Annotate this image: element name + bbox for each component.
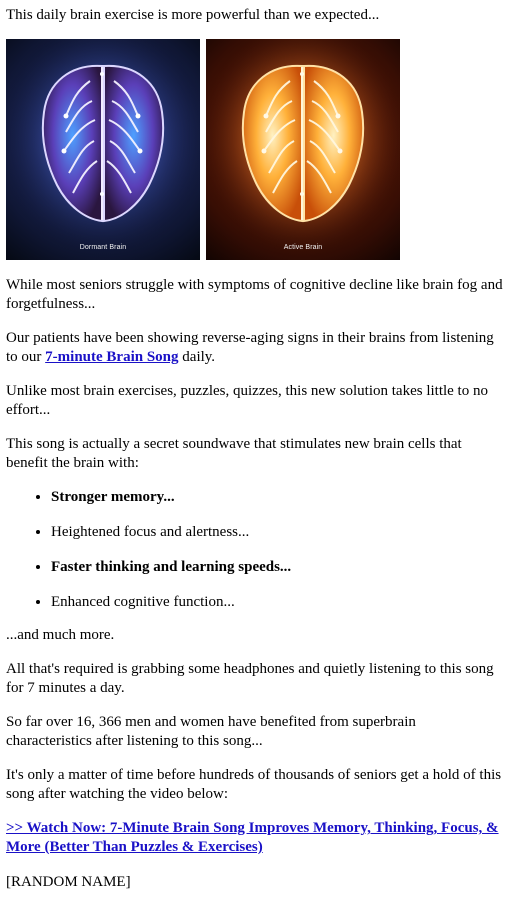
- paragraph-cognitive-decline: While most seniors struggle with symptoms of cognitive decline like brain fog and forgetfulness...: [6, 277, 503, 312]
- dormant-brain-caption: Dormant Brain: [79, 244, 127, 251]
- benefit-memory: • Stronger memory...: [51, 488, 503, 507]
- paragraph-reverse-aging: [6, 329, 503, 367]
- paragraph-requirements: All that's required is grabbing some headphones and quietly listening to this song for 7 minutes a day.: [6, 661, 494, 696]
- benefit-speed: • Faster thinking and learning speeds...: [51, 558, 503, 577]
- active-brain-image: [206, 39, 400, 260]
- paragraph-effortless: Unlike most brain exercises, puzzles, quizzes, this new solution takes little to no effort...: [6, 383, 488, 418]
- active-brain-illustration: [206, 39, 400, 260]
- paragraph-stats: So far over 16, 366 men and women have benefited from superbrain characteristics after listening to this song...: [6, 714, 416, 749]
- active-brain-caption: Active Brain: [283, 244, 323, 251]
- intro-line: This daily brain exercise is more powerful than we expected...: [6, 7, 380, 23]
- watch-now-link[interactable]: >> Watch Now: 7-Minute Brain Song Improves Memory, Thinking, Focus, & More (Better Than Puzzles & Exercises): [6, 820, 499, 855]
- brain-image-pair: [6, 39, 503, 260]
- paragraph-matter-of-time: It's only a matter of time before hundreds of thousands of seniors get a hold of this song after watching the video below:: [6, 767, 502, 802]
- signature-name: [RANDOM NAME]: [6, 874, 131, 890]
- paragraph-reverse-aging-lead: Our patients have been showing reverse-aging signs in their brains from listening to our: [6, 330, 494, 365]
- brain-song-link[interactable]: 7-minute Brain Song: [45, 349, 179, 365]
- dormant-brain-image: [6, 39, 200, 260]
- paragraph-more: ...and much more.: [6, 627, 115, 643]
- benefits-list: [6, 488, 503, 612]
- benefit-focus: • Heightened focus and alertness...: [51, 523, 503, 542]
- benefit-cognition: • Enhanced cognitive function...: [51, 593, 503, 612]
- paragraph-soundwave: This song is actually a secret soundwave that stimulates new brain cells that benefit the brain with:: [6, 436, 462, 471]
- paragraph-reverse-aging-tail: daily.: [178, 349, 216, 365]
- dormant-brain-illustration: [6, 39, 200, 260]
- watch-link-block: [6, 819, 503, 857]
